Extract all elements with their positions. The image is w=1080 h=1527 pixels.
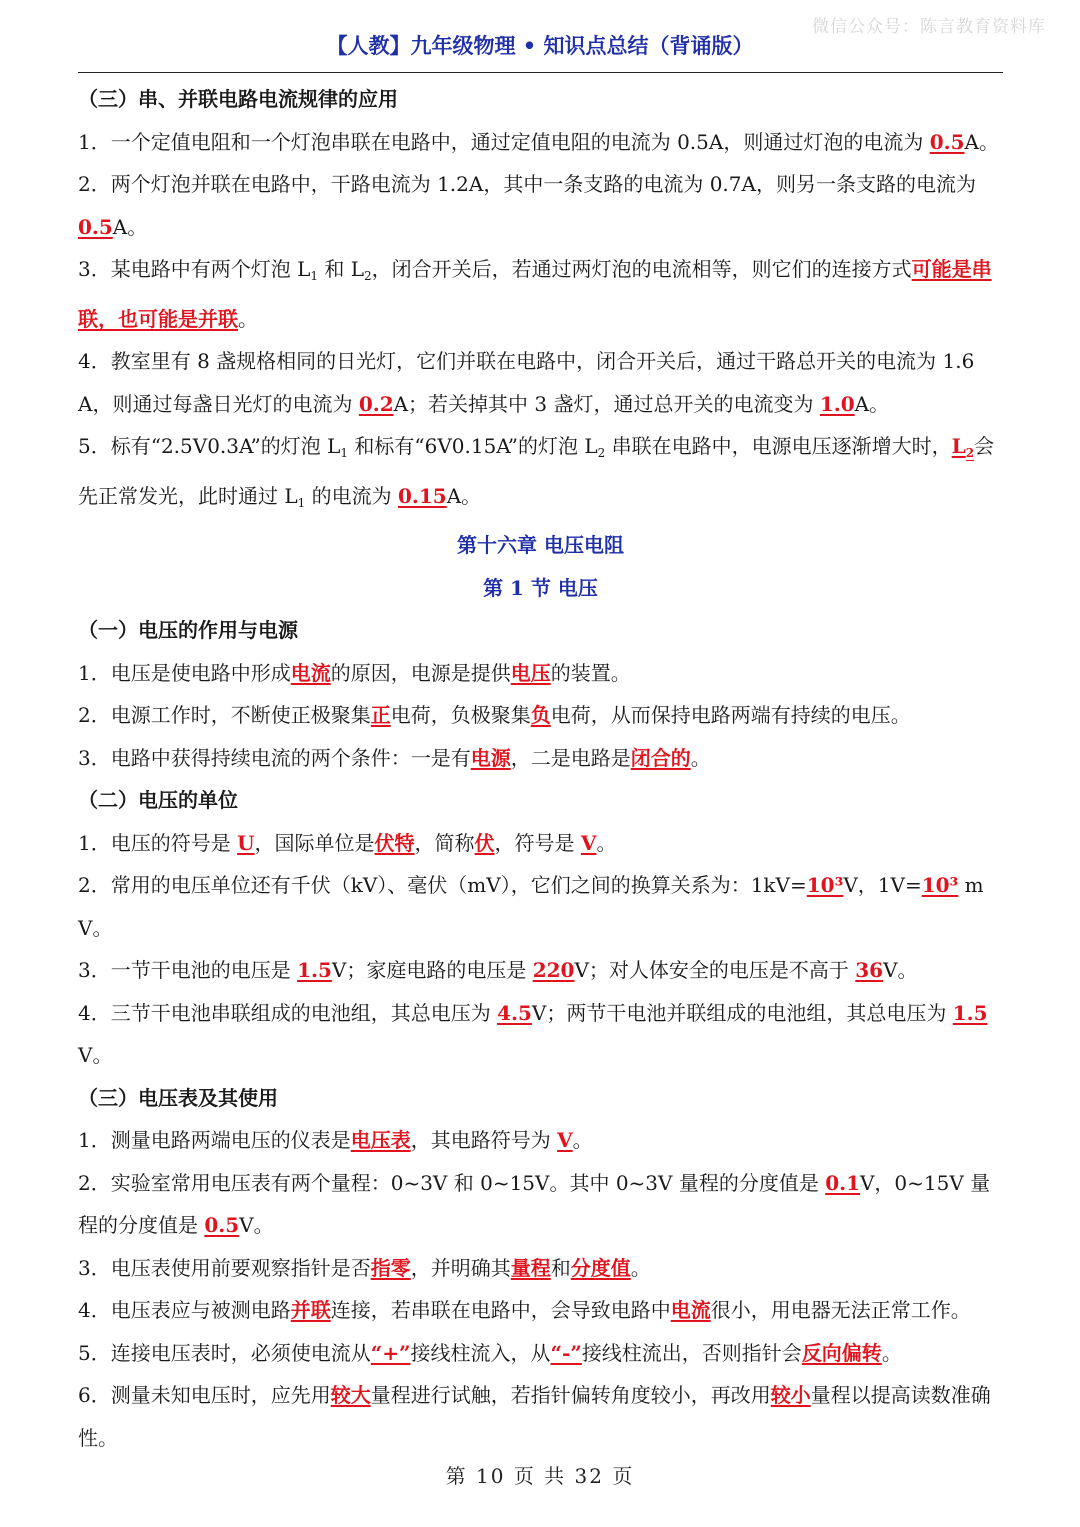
answer-text: 0.1 — [825, 1170, 860, 1195]
answer-text: 0.15 — [398, 483, 447, 508]
knowledge-item — [78, 949, 1003, 992]
text-run: 2 — [597, 446, 606, 460]
answer-text: 反向偏转 — [801, 1340, 882, 1365]
answer-text: 220 — [532, 958, 575, 982]
answer-text: 36 — [855, 958, 884, 982]
knowledge-item — [78, 248, 1003, 340]
answer-text: V — [580, 830, 597, 855]
text-run: 很小，用电器无法正常工作。 — [710, 1298, 971, 1322]
text-run: 第十六章 电压电阻 — [457, 533, 624, 557]
section-heading — [78, 609, 1003, 652]
knowledge-item — [78, 992, 1003, 1077]
answer-text: 伏 — [474, 830, 495, 855]
answer-text: 0.5 — [78, 214, 113, 239]
text-run: 。 — [630, 1255, 651, 1280]
answer-text: 电压表 — [350, 1128, 411, 1152]
answer-text: 10³ — [921, 873, 959, 897]
knowledge-item — [78, 1332, 1003, 1375]
text-run: 第 1 节 电压 — [483, 575, 598, 600]
knowledge-item — [78, 1162, 1003, 1247]
knowledge-item — [78, 822, 1003, 865]
answer-text: 并联 — [290, 1298, 331, 1322]
text-run: （一）电压的作用与电源 — [78, 618, 298, 642]
text-run: 连接，若串联在电路中，会导致电路中 — [330, 1298, 671, 1322]
document-header-title: 【人教】九年级物理 • 知识点总结（背诵版） — [326, 33, 754, 58]
text-run: 1．电压是使电路中形成 — [78, 660, 291, 685]
text-run: V，1V= — [843, 873, 922, 897]
text-run: V；对人体安全的电压是不高于 — [574, 958, 856, 982]
knowledge-item — [78, 864, 1003, 949]
text-run: 3．电压表使用前要观察指针是否 — [78, 1255, 371, 1280]
knowledge-item — [78, 694, 1003, 737]
text-run: A。 — [964, 129, 999, 154]
answer-text: 伏特 — [374, 830, 415, 855]
text-run: 5．连接电压表时，必须使电流从 — [78, 1340, 371, 1365]
page-number: 第 10 页 共 32 页 — [445, 1464, 635, 1488]
text-run: （三）串、并联电路电流规律的应用 — [78, 87, 398, 111]
answer-text: 1.5 — [297, 958, 332, 982]
text-run: ，闭合开关后，若通过两灯泡的电流相等，则它们的连接方式 — [371, 257, 912, 281]
knowledge-item — [78, 163, 1003, 248]
text-run: 串联在电路中，电源电压逐渐增大时， — [605, 434, 952, 458]
text-run: 。 — [690, 745, 711, 770]
text-run: 3．一节干电池的电压是 — [78, 958, 298, 982]
answer-text: V — [557, 1128, 573, 1152]
answer-text: U — [237, 830, 255, 855]
text-run: 1 — [297, 495, 306, 510]
text-run: 电荷，从而保持电路两端有持续的电压。 — [550, 703, 911, 727]
answer-text: “+” — [370, 1340, 411, 1365]
text-run: A。 — [112, 214, 148, 239]
text-run: 2．两个灯泡并联在电路中，干路电流为 1.2A，其中一条支路的电流为 0.7A，则另一条支路的电流为 — [78, 172, 976, 196]
answer-text: 正 — [370, 703, 391, 727]
answer-text: 电源 — [470, 745, 511, 770]
text-run: 的原因，电源是提供 — [330, 660, 511, 685]
chapter-heading — [78, 567, 1003, 610]
answer-text: 4.5 — [497, 1000, 532, 1025]
text-run: 6．测量未知电压时，应先用 — [78, 1383, 331, 1407]
answer-text: 负 — [530, 703, 551, 727]
text-run: ，国际单位是 — [254, 830, 375, 855]
text-run: 1．一个定值电阻和一个灯泡串联在电路中，通过定值电阻的电流为 0.5A，则通过灯泡的电流为 — [78, 129, 930, 154]
text-run: 。 — [596, 830, 617, 855]
text-run: 2 — [364, 269, 372, 283]
text-run: 和标有“6V0.15A”的灯泡 L — [348, 434, 598, 458]
answer-text: 电流 — [670, 1298, 711, 1322]
knowledge-item — [78, 1289, 1003, 1332]
answer-text: 0.5 — [929, 129, 965, 154]
text-run: 4．电压表应与被测电路 — [78, 1298, 291, 1322]
text-run: 。 — [572, 1128, 593, 1152]
text-run: ，其电路符号为 — [410, 1128, 558, 1152]
section-heading — [78, 1077, 1003, 1120]
text-run: 3．电路中获得持续电流的两个条件：一是有 — [78, 745, 471, 770]
answer-text: 量程 — [510, 1255, 551, 1280]
knowledge-item — [78, 652, 1003, 695]
knowledge-item — [78, 1374, 1003, 1459]
text-run: 2．常用的电压单位还有千伏（kV）、毫伏（mV），它们之间的换算关系为：1kV= — [78, 873, 807, 897]
text-run: ，符号是 — [494, 830, 581, 855]
text-run: 接线柱流入，从 — [410, 1340, 551, 1365]
knowledge-item — [78, 121, 1003, 164]
text-run: 会先正常发光，此时通过 L — [78, 434, 995, 508]
knowledge-item — [78, 737, 1003, 780]
text-run: A。 — [446, 483, 482, 508]
text-run: 2．电源工作时，不断使正极聚集 — [78, 703, 371, 727]
knowledge-item — [78, 1247, 1003, 1290]
answer-text: 指零 — [370, 1255, 411, 1280]
text-run: 1 — [340, 446, 349, 460]
text-run: A。 — [854, 391, 890, 416]
answer-text: 10³ — [806, 873, 844, 897]
header-divider — [78, 72, 1003, 73]
text-run: 接线柱流出，否则指针会 — [581, 1340, 802, 1365]
answer-text: 较大 — [330, 1383, 371, 1407]
text-run: 电荷，负极聚集 — [390, 703, 531, 727]
text-run: 量程以提高读数准确性。 — [78, 1383, 991, 1450]
text-run: ，二是电路是 — [510, 745, 631, 770]
answer-text: 电压 — [510, 660, 551, 685]
answer-text: “-” — [550, 1340, 582, 1365]
text-run: V。 — [239, 1213, 274, 1237]
text-run: （二）电压的单位 — [78, 788, 238, 812]
text-run: ，并明确其 — [410, 1255, 511, 1280]
answer-text: 闭合的 — [630, 745, 691, 770]
answer-text: 较小 — [770, 1383, 811, 1407]
text-run: 1．电压的符号是 — [78, 830, 238, 855]
text-run: 4．三节干电池串联组成的电池组，其总电压为 — [78, 1000, 498, 1025]
text-run: 和 L — [318, 257, 365, 281]
answer-text: 2 — [965, 446, 975, 460]
text-run: （三）电压表及其使用 — [78, 1085, 278, 1110]
text-run: 的装置。 — [550, 660, 631, 685]
answer-text: L — [951, 434, 966, 458]
text-run: 2．实验室常用电压表有两个量程：0~3V 和 0~15V。其中 0~3V 量程的分度值是 — [78, 1170, 826, 1195]
chapter-heading — [78, 524, 1003, 567]
text-run: 。 — [238, 306, 258, 331]
section-heading — [78, 78, 1003, 121]
section-heading — [78, 779, 1003, 822]
text-run: 1 — [310, 269, 319, 283]
text-run: 1．测量电路两端电压的仪表是 — [78, 1128, 351, 1152]
watermark-text: 微信公众号：陈言教育资料库 — [812, 17, 1046, 37]
text-run: 量程进行试触，若指针偏转角度较小，再改用 — [370, 1383, 771, 1407]
text-run: V；家庭电路的电压是 — [331, 958, 533, 982]
document-body — [78, 78, 1003, 1459]
text-run: 和 — [550, 1255, 571, 1280]
text-run: ，简称 — [414, 830, 475, 855]
answer-text: 0.5 — [204, 1213, 240, 1237]
answer-text: 0.2 — [358, 391, 394, 416]
answer-text: 电流 — [290, 660, 331, 685]
knowledge-item — [78, 340, 1003, 425]
answer-text: 1.5 — [952, 1000, 988, 1025]
text-run: 的电流为 — [305, 483, 398, 508]
answer-text: 分度值 — [570, 1255, 631, 1280]
knowledge-item — [78, 1119, 1003, 1162]
text-run: V，0~15V 量程的分度值是 — [78, 1170, 991, 1237]
answer-text: 可能是串联，也可能是并联 — [78, 257, 992, 331]
text-run: A；若关掉其中 3 盏灯，通过总开关的电流变为 — [393, 391, 820, 416]
answer-text: 1.0 — [819, 391, 855, 416]
text-run: V。 — [883, 958, 918, 982]
text-run: 5．标有“2.5V0.3A”的灯泡 L — [78, 434, 341, 458]
text-run: 3．某电路中有两个灯泡 L — [78, 257, 311, 281]
text-run: mV。 — [78, 873, 984, 940]
text-run: 4．教室里有 8 盏规格相同的日光灯，它们并联在电路中，闭合开关后，通过干路总开关的电流为 1.6A，则通过每盏日光灯的电流为 — [78, 349, 975, 416]
text-run: V。 — [78, 1043, 113, 1067]
knowledge-item — [78, 425, 1003, 524]
text-run: 。 — [881, 1340, 902, 1365]
text-run: V；两节干电池并联组成的电池组，其总电压为 — [531, 1000, 953, 1025]
